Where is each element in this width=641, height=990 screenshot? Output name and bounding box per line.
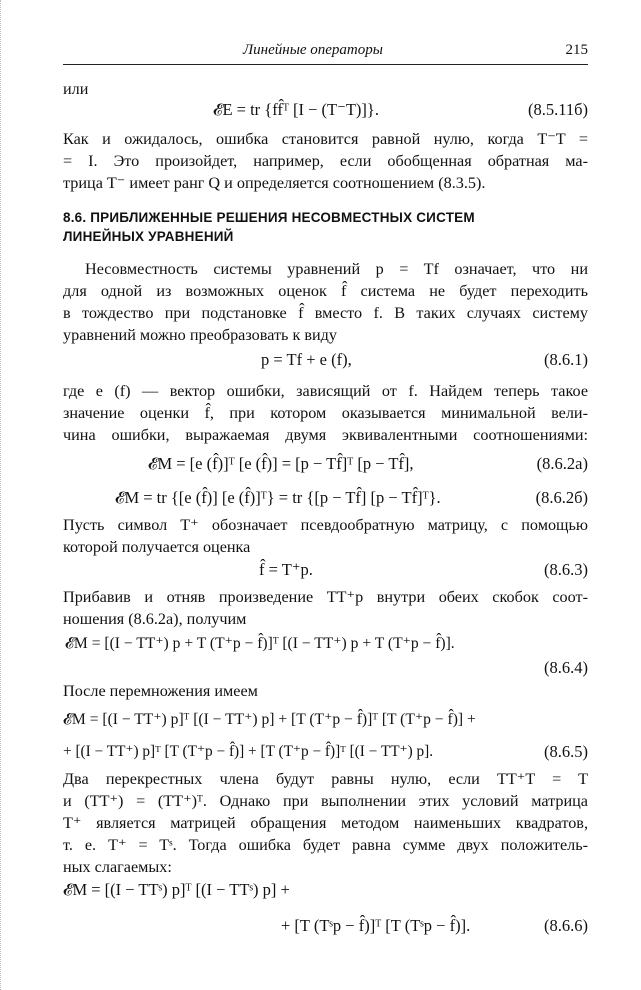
equation-8-6-5-line-1 (63, 710, 588, 736)
equation-expr: + [T (Tˢp − f̂)]ᵀ [T (Tˢp − f̂)]. (281, 916, 471, 935)
text-line: Два перекрестных члена будут равны нулю, если TT⁺T = T (63, 770, 588, 788)
text-line: т. е. T⁺ = Tˢ. Тогда ошибка будет равна сумме двух положитель- (63, 836, 588, 854)
text-line: где e (f) — вектор ошибки, зависящий от f. Найдем теперь такое (63, 382, 588, 400)
equation-8-6-2a (63, 454, 588, 480)
text-line: Прибавив и отняв произведение TT⁺p внутри обеих скобок соот- (63, 588, 588, 606)
paragraph-after-multiplication: После перемножения имеем (63, 682, 258, 700)
equation-number: (8.6.2а) (536, 454, 588, 473)
equation-8-6-5-line-2 (63, 742, 588, 768)
equation-8-6-1 (63, 350, 588, 376)
equation-number: (8.6.4) (544, 658, 588, 677)
text-line: трица T⁻ имеет ранг Q и определяется соотношением (8.3.5). (63, 174, 486, 192)
page-number: 215 (565, 42, 588, 58)
text-line: ных слагаемых: (63, 858, 172, 876)
running-title: Линейные операторы (243, 42, 383, 58)
paragraph-add-subtract (63, 586, 588, 630)
equation-expr: 𝓔M = [(I − TT⁺) p + T (T⁺p − f̂)]ᵀ [(I − TT⁺) p + T (T⁺p − f̂)]. (65, 635, 455, 652)
equation-8-5-11b (63, 100, 588, 126)
text-line: Пусть символ T⁺ обозначает псевдообратную матрицу, с помощью (63, 516, 588, 534)
text-line: уравнений можно преобразовать к виду (63, 326, 338, 344)
equation-number: (8.6.6) (544, 916, 588, 935)
equation-expr: + [(I − TT⁺) p]ᵀ [T (T⁺p − f̂)] + [T (T⁺p − f̂)]ᵀ [(I − TT⁺) p]. (63, 743, 434, 760)
paragraph-error-zero (63, 128, 588, 194)
equation-8-6-6-line-2 (63, 916, 588, 942)
text-line: в тождество при подстановке f̂ вместо f. В таких случаях систему (63, 304, 588, 322)
equation-8-6-4 (63, 634, 588, 660)
paragraph-pseudoinverse (63, 514, 588, 558)
text-line: ношения (8.6.2а), получим (63, 610, 247, 628)
equation-expr: 𝓔M = tr {[e (f̂)] [e (f̂)]ᵀ} = tr {[p − Tf̂] [p − Tf̂]ᵀ}. (115, 488, 441, 507)
text-line: значение оценки f̂, при котором оказывается минимальной вели- (63, 404, 588, 422)
page-header (63, 40, 588, 65)
paragraph-inconsistency (63, 258, 588, 346)
equation-number: (8.6.2б) (535, 488, 588, 507)
equation-8-6-3 (63, 560, 588, 586)
text-line: для одной из возможных оценок f̂ система не будет переходить (63, 282, 588, 300)
equation-number: (8.6.5) (544, 742, 588, 761)
text-line: = I. Это произойдет, например, если обобщенная обратная ма- (63, 152, 588, 170)
equation-expr: 𝓔E = tr {ff̂ᵀ [I − (T⁻T)]}. (213, 100, 379, 119)
equation-expr: p = Tf + e (f), (261, 350, 352, 369)
equation-expr: 𝓔M = [e (f̂)]ᵀ [e (f̂)] = [p − Tf̂]ᵀ [p − Tf̂], (148, 454, 414, 473)
text-line: T⁺ является матрицей обращения методом наименьших квадратов, (63, 814, 588, 832)
word-ili: или (63, 80, 89, 98)
section-heading-line: 8.6. ПРИБЛИЖЕННЫЕ РЕШЕНИЯ НЕСОВМЕСТНЫХ СИСТЕМ (63, 210, 475, 225)
paragraph-error-vector (63, 380, 588, 446)
text-line: чина ошибки, выражаемая двумя эквивалентными соотношениями: (63, 426, 588, 444)
equation-8-6-6-line-1 (63, 880, 588, 906)
text-line: и (TT⁺) = (TT⁺)ᵀ. Однако при выполнении этих условий матрица (63, 792, 588, 810)
equation-number: (8.6.1) (544, 350, 588, 369)
paragraph-cross-terms (63, 768, 588, 878)
equation-expr: 𝓔M = [(I − TT⁺) p]ᵀ [(I − TT⁺) p] + [T (T⁺p − f̂)]ᵀ [T (T⁺p − f̂)] + (63, 711, 476, 728)
equation-number: (8.6.3) (544, 560, 588, 579)
text-line: Как и ожидалось, ошибка становится равной нулю, когда T⁻T = (63, 130, 588, 148)
text-line: Несовместность системы уравнений p = Tf означает, что ни (85, 260, 588, 278)
equation-8-6-2b (63, 488, 588, 514)
text-line: которой получается оценка (63, 538, 251, 556)
section-heading-line: ЛИНЕЙНЫХ УРАВНЕНИЙ (63, 229, 234, 244)
equation-expr: f̂ = T⁺p. (259, 560, 313, 579)
equation-expr: 𝓔M = [(I − TTˢ) p]ᵀ [(I − TTˢ) p] + (63, 880, 290, 899)
equation-number: (8.5.11б) (527, 100, 588, 119)
section-heading (63, 208, 588, 246)
